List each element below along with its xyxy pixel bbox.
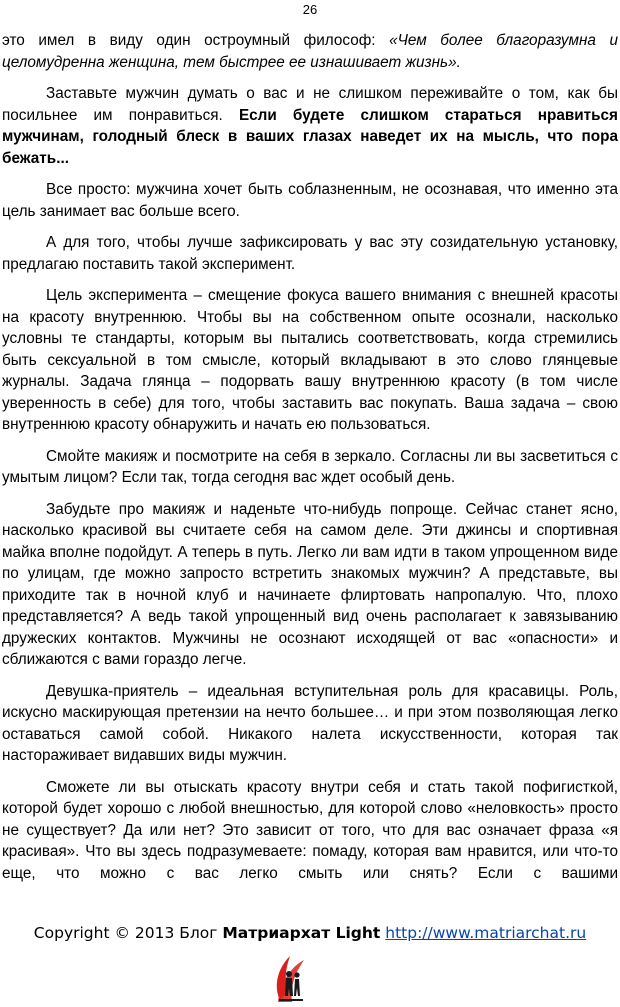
- paragraph-7: Забудьте про макияж и наденьте что-нибудь попроще. Сейчас станет ясно, насколько красивой вы считаете себя на самом деле. Эти джинсы и спортивная майка вполне подойдут. А теперь в путь. Легко ли вам идти в таком упрощенном виде по улицам, где можно запросто встретить знакомых мужчин? А представьте, вы приходите так в ночной клуб и начинаете флиртовать напропалую. Что, плохо представляется? А ведь такой упрощенный вид очень располагает к завязыванию дружеских контактов. Мужчины не осознают исходящей от вас «опасности» и сближаются с вами гораздо легче.: [2, 500, 618, 668]
- paragraph-1-text: это имел в виду один остроумный философ:: [2, 32, 390, 49]
- footer-brand: Матриархат Light: [222, 924, 381, 942]
- logo-figure-body-2: [294, 979, 300, 996]
- paragraph-4: А для того, чтобы лучше зафиксировать у вас эту созидательную установку, предлагаю поставить такой эксперимент.: [2, 234, 618, 273]
- bold-emphasis: Если будете слишком стараться нравиться мужчинам, голодный блеск в ваших глазах наведет их на мысль, что пора бежать...: [2, 106, 618, 167]
- logo-figure-head-1: [286, 971, 292, 977]
- page-number: 26: [302, 2, 318, 17]
- paragraph-3: Все просто: мужчина хочет быть соблазненным, не осознавая, что именно эта цель занимает вас больше всего.: [2, 181, 618, 220]
- footer-link[interactable]: http://www.matriarchat.ru: [385, 924, 587, 942]
- footer-copyright: Copyright © 2013 Блог: [33, 924, 223, 942]
- quote-italic: «Чем более благоразумна и целомудренна женщина, тем быстрее ее изнашивает жизнь».: [2, 32, 618, 71]
- logo-figure-head-2: [294, 972, 299, 977]
- paragraph-2: [2, 83, 618, 169]
- page-body: [2, 30, 618, 894]
- paragraph-9: Сможете ли вы отыскать красоту внутри себя и стать такой пофигисткой, которой будет хорошо с любой внешностью, для которой слово «неловкость» просто не существует? Да или нет? Это зависит от того, что для вас означает фраза «я красивая». Что вы здесь подразумеваете: помаду, которая вам нравится, или что-то еще, что можно с вас легко смыть или снять? Если с вашими: [2, 778, 618, 882]
- paragraph-6: Смойте макияж и посмотрите на себя в зеркало. Согласны ли вы засветиться с умытым лицом? Если так, тогда сегодня вас ждет особый день.: [2, 447, 618, 486]
- page-footer: [0, 924, 620, 942]
- paragraph-5: Цель эксперимента – смещение фокуса вашего внимания с внешней красоты на красоту внутреннюю. Чтобы вы на собственном опыте осознали, насколько условны те стандарты, которым вы пытались соответствовать, когда стремились быть сексуальной в том смысле, который вкладывают в это слово глянцевые журналы. Задача глянца – подорвать вашу внутреннюю красоту (в том числе уверенность в себе) для того, чтобы заставить вас покупать. Ваша задача – свою внутреннюю красоту обнаружить и начать ею пользоваться.: [2, 287, 618, 433]
- paragraph-8: Девушка-приятель – идеальная вступительная роль для красавицы. Роль, искусно маскирующая претензии на нечто большее… и при этом позволяющая легко оставаться самой собой. Никакого налета искусственности, которая так настораживает видавших виды мужчин.: [2, 682, 618, 764]
- matriarchat-logo-icon: [270, 952, 310, 1004]
- logo-base-line: [279, 999, 303, 1001]
- paragraph-1: [2, 30, 618, 73]
- paragraph-2-text: Заставьте мужчин думать о вас и не слишком переживайте о том, как бы посильнее им понравиться.: [2, 85, 618, 124]
